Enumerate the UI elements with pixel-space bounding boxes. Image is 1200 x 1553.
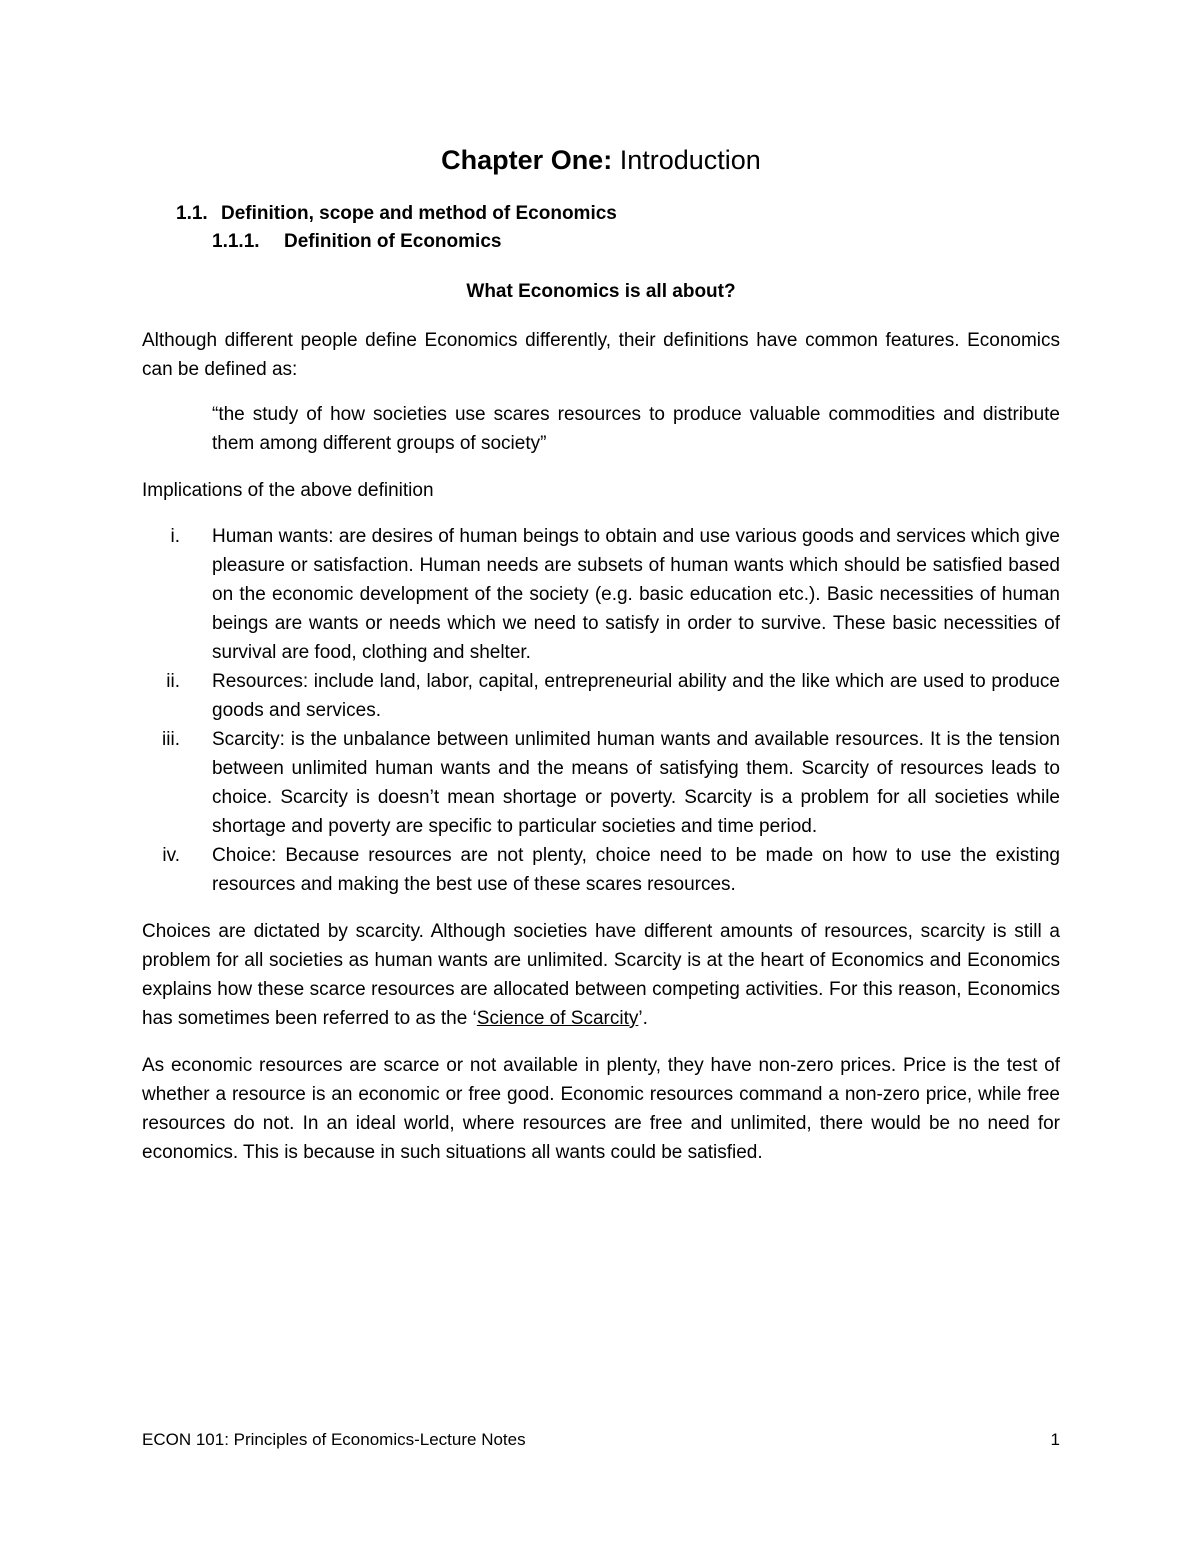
subsection-title: Definition of Economics xyxy=(284,231,502,252)
definition-quote: “the study of how societies use scares resources to produce valuable commodities and distribute them among different groups of society” xyxy=(212,404,1060,454)
chapter-title-rest: Introduction xyxy=(619,145,761,175)
implications-list xyxy=(142,522,1060,899)
list-item xyxy=(142,667,1060,725)
list-item xyxy=(142,725,1060,841)
implications-heading: Implications of the above definition xyxy=(142,480,434,501)
list-item-text: Scarcity: is the unbalance between unlimited human wants and available resources. It is the tension between unlimited human wants and the means of satisfying them. Scarcity of resources leads to choice. Scarcity is doesn’t mean shortage or poverty. Scarcity is a problem for all societies while shortage and poverty are specific to particular societies and time period. xyxy=(212,729,1060,837)
subsection-number: 1.1.1. xyxy=(212,231,260,252)
list-item xyxy=(142,841,1060,899)
page-content xyxy=(142,140,1060,1167)
list-marker: i. xyxy=(170,526,180,547)
section-number: 1.1. xyxy=(176,203,208,224)
list-item xyxy=(142,522,1060,667)
list-marker: iv. xyxy=(162,845,180,866)
section-heading xyxy=(142,200,1060,228)
choices-text-end: ’. xyxy=(638,1008,648,1029)
list-item-text: Resources: include land, labor, capital, entrepreneurial ability and the like which are used to produce goods and services. xyxy=(212,671,1060,721)
list-item-text: Human wants: are desires of human beings to obtain and use various goods and services which give pleasure or satisfaction. Human needs are subsets of human wants which should be satisfied based on the economic development of the society (e.g. basic education etc.). Basic necessities of human beings are wants or needs which we need to satisfy in order to survive. These basic necessities of survival are food, clothing and shelter. xyxy=(212,526,1060,663)
chapter-title-bold: Chapter One: xyxy=(441,145,613,175)
list-marker: iii. xyxy=(162,729,180,750)
prices-paragraph: As economic resources are scarce or not available in plenty, they have non-zero prices. Price is the test of whether a resource is an economic or free good. Economic resources command a non-zero price, while free resources do not. In an ideal world, where resources are free and unlimited, there would be no need for economics. This is because in such situations all wants could be satisfied. xyxy=(142,1055,1060,1163)
list-marker: ii. xyxy=(166,671,180,692)
subsection-heading xyxy=(142,228,1060,256)
chapter-title xyxy=(142,140,1060,180)
list-item-text: Choice: Because resources are not plenty, choice need to be made on how to use the existing resources and making the best use of these scares resources. xyxy=(212,845,1060,895)
subheading: What Economics is all about? xyxy=(466,281,736,302)
intro-paragraph: Although different people define Economics differently, their definitions have common features. Economics can be defined as: xyxy=(142,330,1060,380)
choices-text: Choices are dictated by scarcity. Although societies have different amounts of resources, scarcity is still a problem for all societies as human wants are unlimited. Scarcity is at the heart of Economics and Economics explains how these scarce resources are allocated between competing activities. For this reason, Economics has sometimes been referred to as the ‘ xyxy=(142,921,1060,1029)
choices-paragraph xyxy=(142,917,1060,1033)
science-of-scarcity: Science of Scarcity xyxy=(476,1008,639,1029)
footer-course-title: ECON 101: Principles of Economics-Lecture Notes xyxy=(142,1430,526,1449)
section-title: Definition, scope and method of Economics xyxy=(221,203,617,224)
page-number: 1 xyxy=(1050,1430,1060,1449)
